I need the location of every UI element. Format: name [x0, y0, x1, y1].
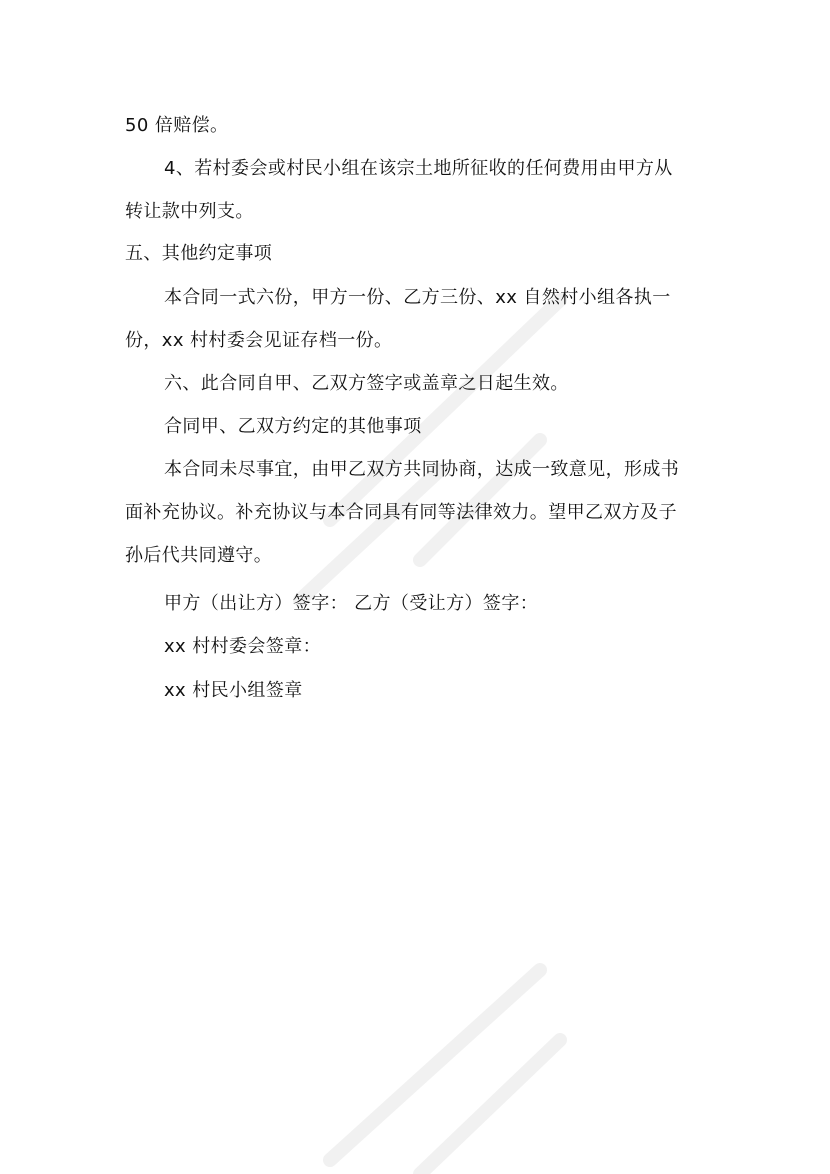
section-heading-5: 五、其他约定事项 [125, 243, 273, 264]
paragraph-8: 本合同未尽事宜，由甲乙双方共同协商，达成一致意见，形成书 [164, 459, 680, 480]
paragraph-10: 孙后代共同遵守。 [125, 545, 273, 566]
signature-line-group: xx 村民小组签章 [164, 680, 303, 701]
signature-line-parties: 甲方（出让方）签字： 乙方（受让方）签字： [164, 593, 539, 614]
paragraph-7: 合同甲、乙双方约定的其他事项 [164, 416, 422, 437]
paragraph-1: 50 倍赔偿。 [125, 115, 229, 136]
paragraph-4: 本合同一式六份，甲方一份、乙方三份、xx 自然村小组各执一 [164, 287, 671, 308]
paragraph-6: 六、此合同自甲、乙双方签字或盖章之日起生效。 [164, 373, 569, 394]
paragraph-3: 转让款中列支。 [125, 201, 254, 222]
paragraph-5: 份，xx 村村委会见证存档一份。 [125, 330, 393, 351]
paragraph-9: 面补充协议。补充协议与本合同具有同等法律效力。望甲乙双方及子 [125, 502, 677, 523]
signature-line-committee: xx 村村委会签章： [164, 636, 322, 657]
paragraph-2: 4、若村委会或村民小组在该宗土地所征收的任何费用由甲方从 [164, 158, 673, 179]
